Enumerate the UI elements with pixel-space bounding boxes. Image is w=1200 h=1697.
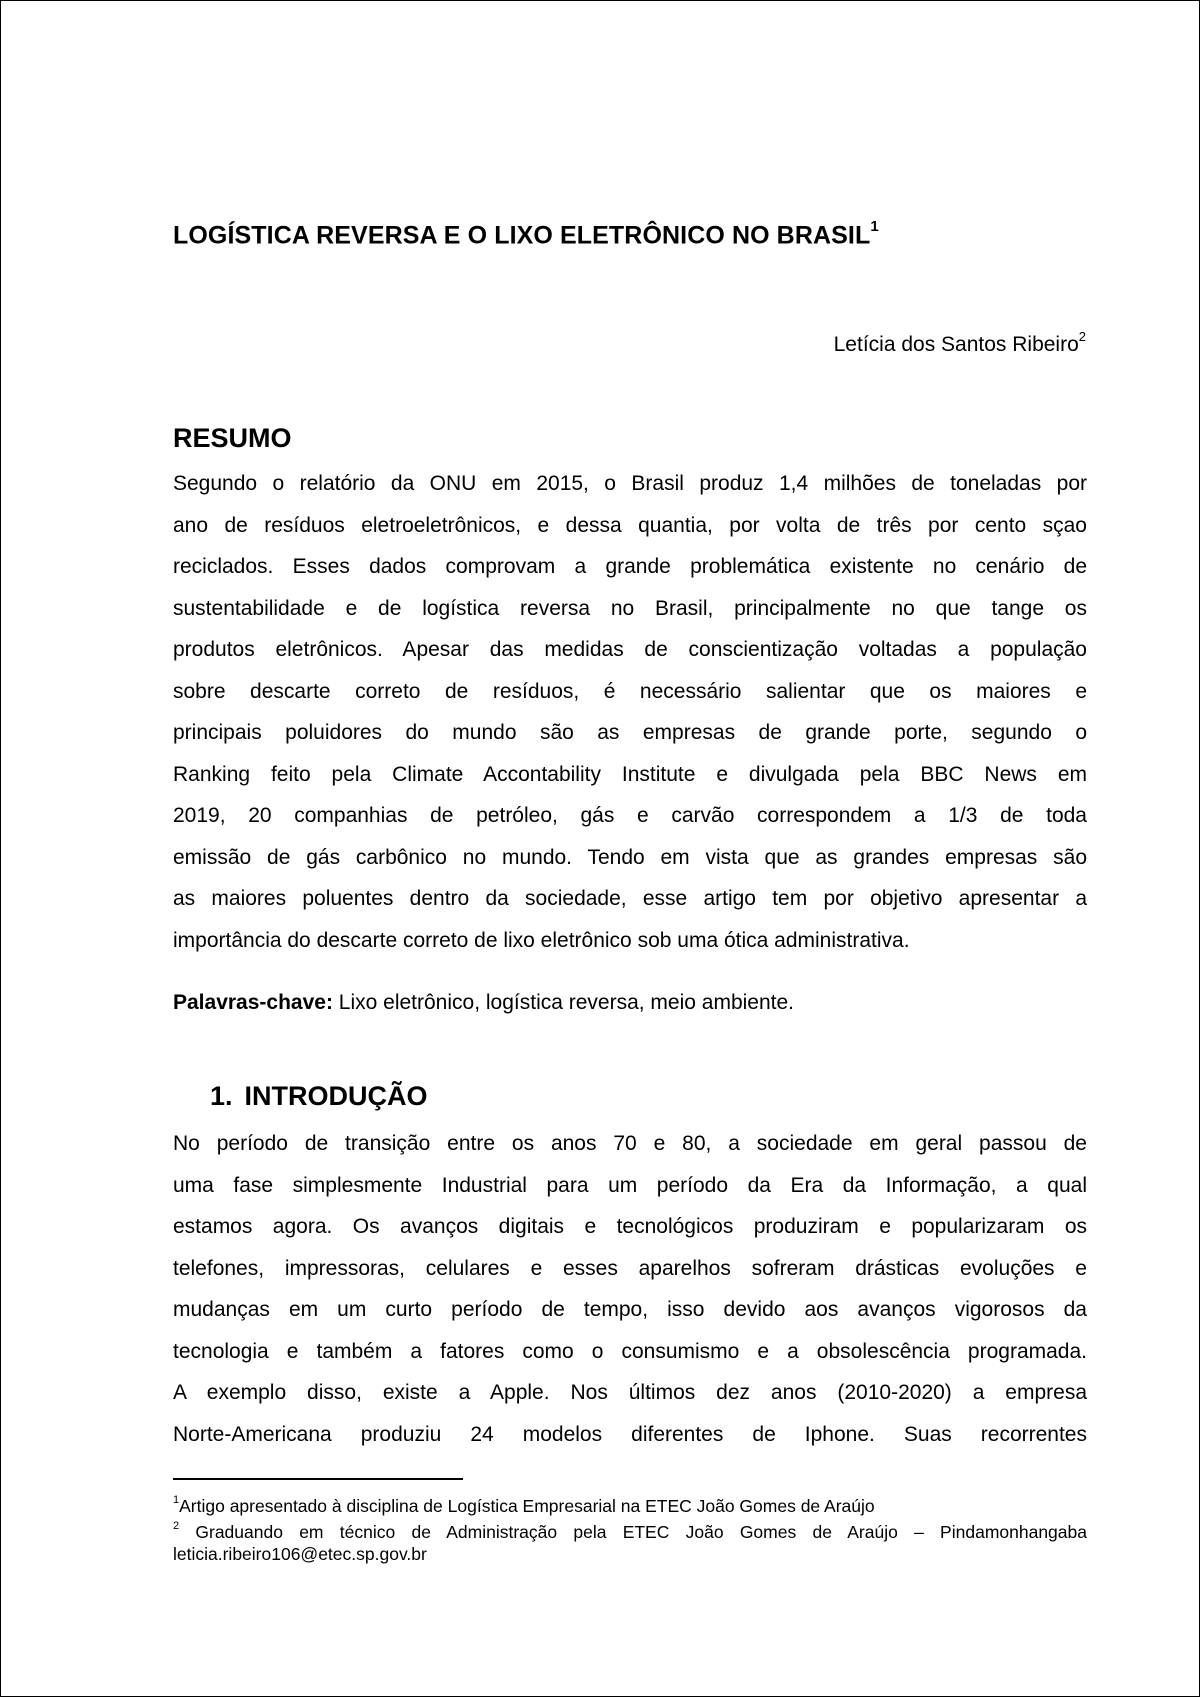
introduction-line: A exemplo disso, existe a Apple. Nos últimos dez anos (2010-2020) a empresa: [173, 1381, 1087, 1404]
footnote-marker: 2: [173, 1519, 180, 1532]
keywords-text: Lixo eletrônico, logística reversa, meio ambiente.: [332, 991, 795, 1014]
introduction-paragraph: [173, 1123, 1087, 1455]
abstract-line: importância do descarte correto de lixo eletrônico sob uma ótica administrativa.: [173, 928, 910, 952]
introduction-heading: [210, 1081, 428, 1112]
introduction-line: telefones, impressoras, celulares e esses aparelhos sofreram drásticas evoluções e: [173, 1256, 1087, 1280]
abstract-line: principais poluidores do mundo são as empresas de grande porte, segundo o: [173, 721, 1087, 744]
abstract-line: produtos eletrônicos. Apesar das medidas de conscientização voltadas a população: [173, 638, 1087, 661]
abstract-line: emissão de gás carbônico no mundo. Tendo em vista que as grandes empresas são: [173, 845, 1087, 869]
title-footnote-marker: 1: [870, 218, 879, 235]
footnotes: [173, 1491, 1087, 1565]
section-title: INTRODUÇÃO: [244, 1081, 428, 1111]
footnote-separator: [173, 1478, 463, 1480]
keywords-label: Palavras-chave:: [173, 991, 333, 1014]
abstract-paragraph: [173, 463, 1087, 961]
footnote-email[interactable]: [173, 1543, 1087, 1565]
abstract-line: sobre descarte correto de resíduos, é necessário salientar que os maiores e: [173, 679, 1087, 703]
document-title: [173, 218, 879, 250]
introduction-line: No período de transição entre os anos 70 e 80, a sociedade em geral passou de: [173, 1132, 1087, 1155]
introduction-line: estamos agora. Os avanços digitais e tecnológicos produziram e popularizaram os: [173, 1215, 1087, 1238]
abstract-line: sustentabilidade e de logística reversa no Brasil, principalmente no que tange os: [173, 596, 1087, 620]
abstract-heading: RESUMO: [173, 423, 292, 453]
title-text: LOGÍSTICA REVERSA E O LIXO ELETRÔNICO NO BRASIL: [173, 221, 871, 250]
introduction-line: tecnologia e também a fatores como o consumismo e a obsolescência programada.: [173, 1339, 1087, 1363]
author-name: [834, 331, 1086, 357]
author-footnote-marker: 2: [1078, 329, 1086, 344]
abstract-line: Ranking feito pela Climate Accontability Institute e divulgada pela BBC News em: [173, 762, 1087, 786]
abstract-line: as maiores poluentes dentro da sociedade, esse artigo tem por objetivo apresentar a: [173, 887, 1087, 910]
abstract-line: Segundo o relatório da ONU em 2015, o Brasil produz 1,4 milhões de toneladas por: [173, 472, 1087, 495]
footnote-text: Artigo apresentado à disciplina de Logística Empresarial na ETEC João Gomes de Araújo: [179, 1495, 875, 1516]
footnote-text: Graduando em técnico de Administração pela ETEC João Gomes de Araújo – Pindamonhangaba: [179, 1521, 1087, 1542]
abstract-line: 2019, 20 companhias de petróleo, gás e carvão correspondem a 1/3 de toda: [173, 804, 1087, 827]
section-number: 1.: [210, 1081, 233, 1111]
introduction-line: uma fase simplesmente Industrial para um período da Era da Informação, a qual: [173, 1173, 1087, 1197]
abstract-line: ano de resíduos eletroeletrônicos, e dessa quantia, por volta de três por cento sçao: [173, 513, 1087, 537]
footnote-1: [173, 1491, 1087, 1517]
introduction-line: Norte-Americana produziu 24 modelos diferentes de Iphone. Suas recorrentes: [173, 1422, 1087, 1446]
introduction-line: mudanças em um curto período de tempo, isso devido aos avanços vigorosos da: [173, 1298, 1087, 1321]
author-email-link[interactable]: leticia.ribeiro106@etec.sp.gov.br: [173, 1543, 427, 1564]
author-text: Letícia dos Santos Ribeiro: [833, 333, 1079, 356]
footnote-2: [173, 1517, 1087, 1543]
footnote-marker: 1: [173, 1494, 180, 1506]
keywords: [173, 991, 794, 1015]
abstract-line: reciclados. Esses dados comprovam a grande problemática existente no cenário de: [173, 555, 1087, 578]
